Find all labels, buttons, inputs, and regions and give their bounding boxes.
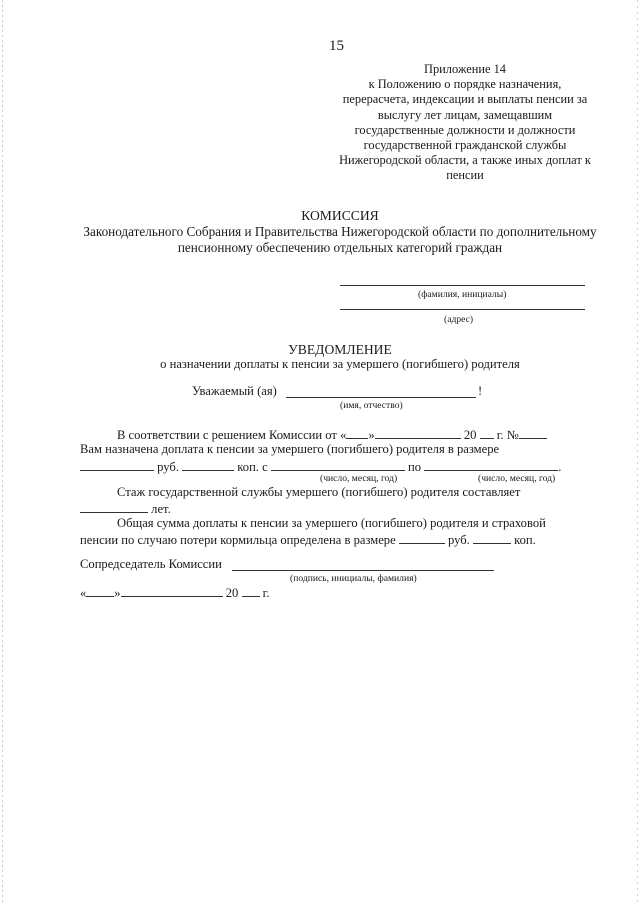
signature-month-field[interactable] — [121, 584, 223, 597]
rub-label: руб. — [157, 460, 179, 474]
date-from-field[interactable] — [271, 458, 405, 471]
signature-year-field[interactable] — [242, 584, 260, 597]
notice-title: УВЕДОМЛЕНИЕ — [288, 342, 392, 357]
years-label: лет. — [151, 502, 171, 516]
total-kop-label: коп. — [514, 533, 536, 547]
service-length-line: Стаж государственной службы умершего (погибшего) родителя составляет — [117, 485, 521, 499]
total-sum-text: пенсии по случаю потери кормильца определена в размере — [80, 533, 396, 547]
annex-line: перерасчета, индексации и выплаты пенсии за — [342, 92, 588, 107]
annex-line: Приложение 14 — [424, 62, 506, 76]
addressee-name-caption: (фамилия, инициалы) — [418, 289, 507, 300]
amount-kop-field[interactable] — [182, 458, 234, 471]
commission-title: КОМИССИЯ — [301, 208, 379, 223]
scan-edge-right — [637, 0, 638, 905]
signature-caption: (подпись, инициалы, фамилия) — [290, 573, 417, 584]
signature-year-prefix: 20 — [225, 586, 239, 600]
decision-year-field[interactable] — [480, 426, 494, 439]
salutation-text: Уважаемый (ая) — [192, 384, 277, 398]
year-prefix: 20 — [463, 428, 477, 442]
addressee-name-field[interactable] — [340, 285, 585, 286]
annex-line: государственные должности и должности — [354, 122, 576, 137]
kop-from-label: коп. с — [237, 460, 268, 474]
to-label: по — [408, 460, 422, 474]
service-years-field[interactable] — [80, 500, 148, 513]
annex-line: государственной гражданской службы — [363, 138, 567, 153]
service-years-line — [80, 500, 171, 517]
signature-day-field[interactable] — [86, 584, 114, 597]
decision-line — [117, 426, 547, 443]
decision-month-field[interactable] — [375, 426, 461, 439]
annex-line: выслугу лет лицам, замещавшим — [377, 107, 553, 122]
total-sum-line: Общая сумма доплаты к пенсии за умершего (погибшего) родителя и страховой — [117, 516, 546, 530]
date-close-quote: » — [114, 586, 121, 600]
commission-line: Законодательного Собрания и Правительства Нижегородской области по дополнительному — [83, 224, 597, 239]
decision-day-field[interactable] — [346, 426, 368, 439]
salutation-exclamation: ! — [478, 384, 483, 398]
signature-date-line — [80, 584, 270, 601]
annex-header — [320, 62, 610, 184]
date-to-field[interactable] — [424, 458, 558, 471]
amount-rub-field[interactable] — [80, 458, 154, 471]
scan-edge-left — [2, 0, 3, 905]
cochair-label: Сопредседатель Комиссии — [80, 557, 222, 571]
total-kop-field[interactable] — [473, 531, 511, 544]
decision-number-field[interactable] — [519, 426, 547, 439]
period-dot: . — [558, 460, 562, 474]
annex-line: пенсии — [446, 168, 484, 183]
annex-line: к Положению о порядке назначения, — [368, 77, 562, 92]
decision-lead: В соответствии с решением Комиссии от « — [117, 428, 347, 442]
annex-line: Нижегородской области, а также иных доплат к — [339, 153, 591, 168]
commission-header — [80, 208, 600, 256]
salutation-name-field[interactable] — [286, 397, 476, 398]
total-sum-amount-line — [80, 531, 536, 548]
assignment-line: Вам назначена доплата к пенсии за умершего (погибшего) родителя в размере — [80, 442, 500, 456]
date-to-caption: (число, месяц, год) — [478, 473, 556, 484]
signature-field[interactable] — [232, 570, 494, 571]
notice-subtitle: о назначении доплаты к пенсии за умершего (погибшего) родителя — [160, 357, 520, 371]
addressee-address-field[interactable] — [340, 309, 585, 310]
salutation-caption: (имя, отчество) — [340, 400, 403, 411]
total-rub-field[interactable] — [399, 531, 445, 544]
page-number: 15 — [329, 38, 344, 54]
total-rub-label: руб. — [448, 533, 470, 547]
addressee-address-caption: (адрес) — [444, 314, 474, 325]
date-open-quote: « — [80, 586, 87, 600]
quote-close: » — [368, 428, 375, 442]
commission-line: пенсионному обеспечению отдельных категорий граждан — [177, 240, 503, 255]
signature-g-label: г. — [262, 586, 270, 600]
g-number-label: г. № — [496, 428, 519, 442]
date-from-caption: (число, месяц, год) — [320, 473, 398, 484]
